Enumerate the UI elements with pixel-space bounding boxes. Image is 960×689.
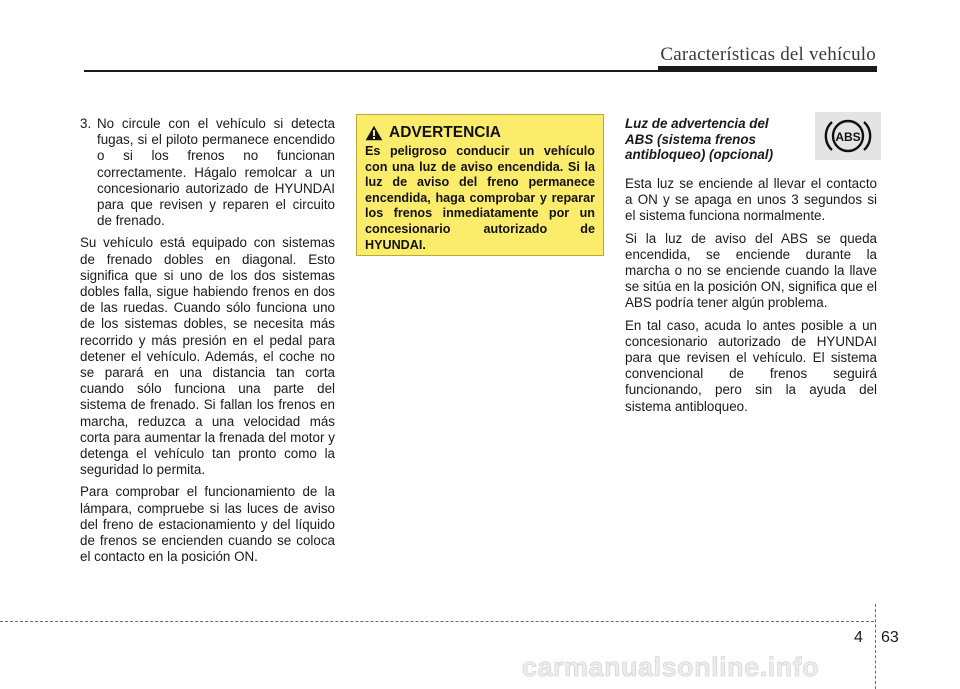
- paragraph: Para comprobar el funcionamiento de la lámpara, compruebe si las luces de aviso del freno de estacionamiento y del líquido de frenos se encienden cuando se coloca el contacto en la posición ON.: [80, 484, 335, 565]
- warning-triangle-icon: [365, 125, 383, 141]
- left-column: [80, 116, 335, 571]
- list-item-number: 3.: [80, 116, 92, 131]
- right-column: [625, 116, 877, 421]
- paragraph: En tal caso, acuda lo antes posible a un concesionario autorizado de HYUNDAI para que revisen el vehículo. El sistema convencional de frenos seguirá funcionando, pero sin la ayuda del sistema antibloqueo.: [625, 317, 877, 414]
- chapter-number: 4: [854, 629, 863, 646]
- numbered-list-item: [80, 116, 335, 229]
- warning-text: Es peligroso conducir un vehículo con una luz de aviso encendida. Si la luz de aviso del freno permanece encendida, haga comprobar y reparar los frenos inmediatamente por un concesionario autorizado de HYUNDAI.: [365, 144, 595, 252]
- warning-box: [356, 114, 604, 256]
- header-rule-accent: [658, 66, 877, 72]
- footer-divider: [875, 604, 876, 689]
- warning-title: ADVERTENCIA: [389, 124, 501, 141]
- warning-header: [365, 124, 595, 142]
- footer-rule: [0, 621, 874, 622]
- paragraph: Su vehículo está equipado con sistemas de frenado dobles en diagonal. Esto significa que si uno de los dos sistemas dobles falla, sigue habiendo frenos en dos de las ruedas. Cuando sólo funciona uno de los sistemas dobles, se necesita más recorrido y más presión en el pedal para detener el vehículo. Además, el coche no se parará en una distancia tan corta cuando sólo funciona una parte del sistema de frenado. Si fallan los frenos en marcha, reduzca a una velocidad más corta para aumentar la frenada del motor y detenga el vehículo tan pronto como la seguridad lo permita.: [80, 235, 335, 478]
- section-title: Características del vehículo: [660, 44, 876, 65]
- list-item-text: No circule con el vehículo si detecta fugas, si el piloto permanece encendido o si los frenos no funcionan correctamente. Hágalo remolcar a un concesionario autorizado de HYUNDAI para que revisen y reparen el circuito de frenado.: [97, 116, 335, 229]
- abs-icon-label: ABS: [835, 130, 861, 144]
- watermark: carmanualsonline.info: [522, 652, 820, 682]
- paragraph: Si la luz de aviso del ABS se queda encendida, se enciende durante la marcha o no se enciende cuando la llave se sitúa en la posición ON, significa que el ABS podría tener algún problema.: [625, 230, 877, 311]
- abs-heading-row: [625, 116, 877, 176]
- abs-warning-icon: [815, 112, 881, 160]
- paragraph: Esta luz se enciende al llevar el contacto a ON y se apaga en unos 3 segundos si el sistema funciona normalmente.: [625, 176, 877, 224]
- page-number: 63: [881, 629, 899, 646]
- abs-heading: Luz de advertencia del ABS (sistema frenos antibloqueo) (opcional): [625, 116, 774, 162]
